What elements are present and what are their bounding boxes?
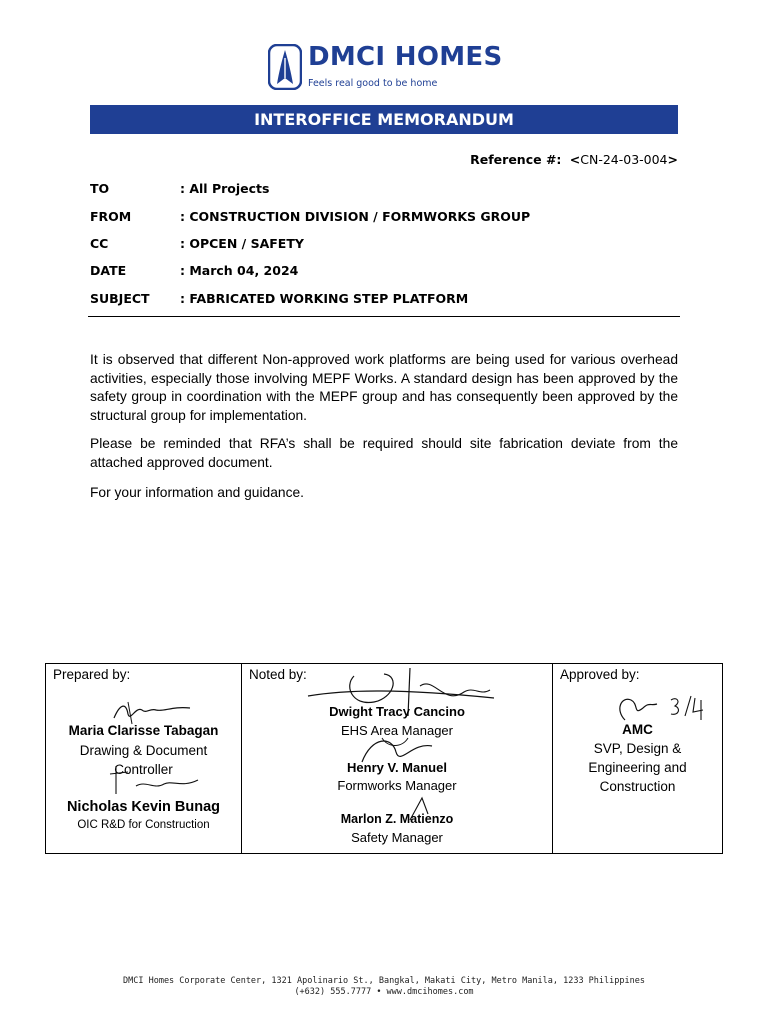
- from-label: FROM: [90, 209, 132, 224]
- preparer-title-2: OIC R&D for Construction: [77, 819, 210, 831]
- subject-value: : FABRICATED WORKING STEP PLATFORM: [180, 291, 469, 306]
- noter-name-3: Marlon Z. Matienzo: [340, 812, 454, 826]
- noted-by-heading: Noted by:: [249, 667, 307, 682]
- approver-title-b: Engineering and: [588, 760, 687, 775]
- cc-label: CC: [90, 236, 109, 251]
- approver-title-a: SVP, Design &: [593, 741, 682, 756]
- logo-tagline: Feels real good to be home: [308, 78, 438, 89]
- reference-label: Reference #:: [470, 152, 562, 167]
- preparer-title-1b: Controller: [114, 762, 173, 777]
- noted-by-column: [242, 664, 553, 853]
- noter-name-1: Dwight Tracy Cancino: [329, 704, 465, 719]
- to-label: TO: [90, 181, 110, 196]
- signature-tabagan: [106, 698, 196, 726]
- footer-contact: (+632) 555.7777 • www.dmcihomes.com: [294, 987, 474, 997]
- cc-value: : OPCEN / SAFETY: [180, 236, 304, 251]
- memo-subject-row: [90, 291, 468, 306]
- to-value: : All Projects: [180, 181, 270, 196]
- signature-amc: [611, 690, 711, 726]
- preparer-title-1a: Drawing & Document: [79, 743, 208, 758]
- prepared-by-heading: Prepared by:: [53, 667, 131, 682]
- prepared-by-column: [46, 664, 242, 853]
- approved-by-column: [553, 664, 722, 853]
- preparer-name-1: Maria Clarisse Tabagan: [68, 723, 219, 738]
- memo-from-row: [90, 209, 530, 224]
- body-paragraph-2: Please be reminded that RFA’s shall be required should site fabrication deviate from the attached approved document.: [90, 436, 678, 470]
- subject-label: SUBJECT: [90, 291, 150, 306]
- noter-name-2: Henry V. Manuel: [347, 760, 447, 775]
- memo-date-row: [90, 263, 298, 278]
- noter-title-1: EHS Area Manager: [340, 723, 453, 738]
- preparer-name-2: Nicholas Kevin Bunag: [66, 799, 221, 815]
- memo-to-row: [90, 181, 269, 196]
- signature-table: [45, 663, 723, 854]
- logo-name: DMCI HOMES: [308, 42, 503, 72]
- approver-name: AMC: [622, 722, 653, 737]
- noter-title-2: Formworks Manager: [337, 778, 457, 793]
- dmci-emblem-icon: [268, 44, 302, 90]
- from-value: : CONSTRUCTION DIVISION / FORMWORKS GROUP: [180, 209, 531, 224]
- date-value: : March 04, 2024: [180, 263, 299, 278]
- footer-address: DMCI Homes Corporate Center, 1321 Apolinario St., Bangkal, Makati City, Metro Manila, 1233 Philippines: [123, 976, 645, 986]
- reference-value: CN-24-03-004: [580, 152, 668, 167]
- reference-number: Reference #: <CN-24-03-004>: [470, 152, 678, 167]
- approver-title-c: Construction: [599, 779, 676, 794]
- approved-by-heading: Approved by:: [560, 667, 640, 682]
- noter-title-3: Safety Manager: [351, 830, 443, 845]
- header-divider: [88, 316, 680, 317]
- company-logo: [268, 42, 508, 92]
- body-paragraph-1: It is observed that different Non-approved work platforms are being used for various overhead activities, especially those involving MEPF Works. A standard design has been approved by the safety group in coordination with the MEPF group and has consequently been approved by the structural group for implementation.: [90, 352, 678, 423]
- memo-cc-row: [90, 236, 304, 251]
- memo-banner: INTEROFFICE MEMORANDUM: [90, 105, 678, 134]
- body-paragraph-3: For your information and guidance.: [90, 485, 304, 500]
- date-label: DATE: [90, 263, 127, 278]
